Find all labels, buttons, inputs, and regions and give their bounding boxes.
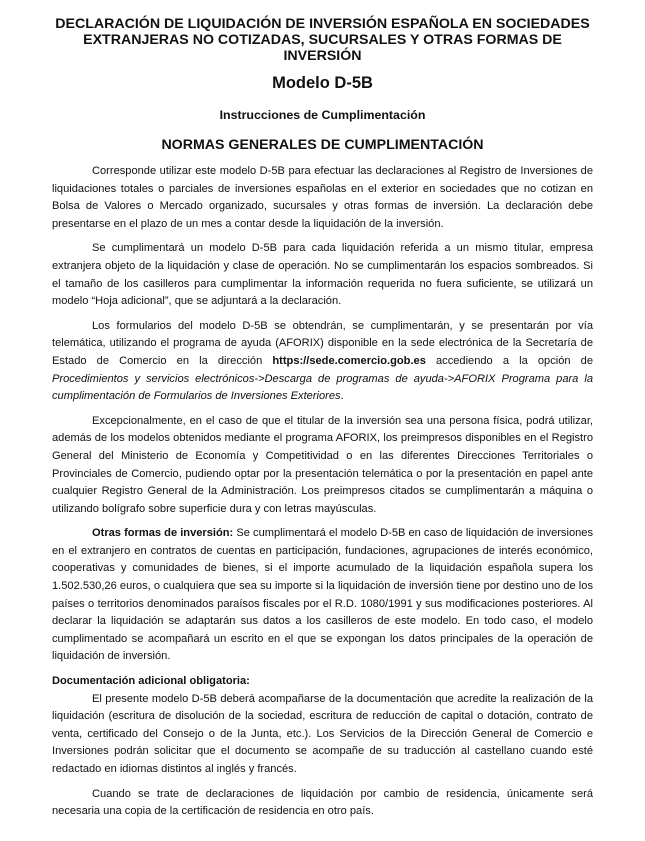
- paragraph-telematic: [52, 318, 593, 406]
- paragraph-purpose: Corresponde utilizar este modelo D-5B para efectuar las declaraciones al Registro de Inversiones de liquidaciones totales o parciales de inversiones españolas en el exterior en sociedades que no cotizan en Bolsa de Valores o Mercado organizado, sucursales y otras formas de inversión. La declaración debe presentarse en el plazo de un mes a contar desde la liquidación de la inversión.: [52, 165, 593, 230]
- sede-link[interactable]: https://sede.comercio.gob.es: [272, 354, 426, 367]
- aforix-path: Procedimientos y servicios electrónicos->Descarga de programas de ayuda->AFORIX Programa para la cumplimentación de Formularios de Inversiones Exteriores: [52, 372, 593, 403]
- paragraph-residence-change: Cuando se trate de declaraciones de liquidación por cambio de residencia, únicamente será necesaria una copia de la certificación de residencia en otro país.: [52, 787, 593, 818]
- instructions-subtitle: Instrucciones de Cumplimentación: [219, 108, 426, 122]
- paragraph-telematic-end: .: [340, 390, 344, 403]
- section-title: NORMAS GENERALES DE CUMPLIMENTACIÓN: [161, 137, 484, 153]
- paragraph-exceptionally: Excepcionalmente, en el caso de que el titular de la inversión sea una persona física, podrá utilizar, además de los modelos obtenidos mediante el programa AFORIX, los preimpresos disponibles en el Registro General del Ministerio de Economía y Competitividad o en las diferentes Direcciones Territoriales o Provinciales de Comercio, pudiendo optar por la presentación telemática o por la presentación en papel ante cualquier Registro General de la Administración. Los preimpresos citados se cumplimentarán a máquina o utilizando bolígrafo sobre superficie dura y con letras mayúsculas.: [52, 414, 593, 515]
- additional-docs-heading: Documentación adicional obligatoria:: [52, 675, 250, 688]
- paragraph-additional-docs: El presente modelo D-5B deberá acompañarse de la documentación que acredite la realización de la liquidación (escritura de disolución de la sociedad, escritura de reducción de capital o dotación, contrato de venta, certificado del Consejo o de la Junta, etc.). Los Servicios de la Dirección General de Comercio e Inversiones podrán solicitar que el documento se acompañe de su traducción al castellano cuando esté redactado en idiomas distintos al inglés y francés.: [52, 692, 593, 775]
- document-title: DECLARACIÓN DE LIQUIDACIÓN DE INVERSIÓN ESPAÑOLA EN SOCIEDADES EXTRANJERAS NO COTIZADAS, SUCURSALES Y OTRAS FORMAS DE INVERSIÓN: [55, 16, 590, 64]
- paragraph-telematic-text: Los formularios del modelo D-5B se obtendrán, se cumplimentarán, y se presentarán por vía telemática, utilizando el programa de ayuda (AFORIX) disponible en la sede electrónica de la Secretaría de Estado de Comercio en la dirección: [52, 319, 593, 367]
- paragraph-telematic-text-2: accediendo a la opción de: [425, 354, 593, 367]
- paragraph-one-per-liquidation: Se cumplimentará un modelo D-5B para cada liquidación referida a un mismo titular, empresa extranjera objeto de la liquidación y clase de operación. No se cumplimentarán los espacios sombreados. Si el tamaño de los casilleros para cumplimentar la información requerida no fuera suficiente, se utilizará un modelo “Hoja adicional”, que se adjuntará a la declaración.: [52, 242, 593, 308]
- model-title: Modelo D-5B: [272, 74, 373, 92]
- other-forms-heading: Otras formas de inversión:: [92, 527, 234, 540]
- other-forms-text: Se cumplimentará el modelo D-5B en caso de liquidación de inversiones en el extranjero en contratos de cuentas en participación, fundaciones, agrupaciones de interés económico, cooperativas y comunidades de bienes, si el importe acumulado de la liquidación española supera los 1.502.530,26 euros, o cualquiera que sea su importe si la liquidación de inversión tiene por destino uno de los países o territorios denominados paraísos fiscales por el R.D. 1080/1991 y sus modificaciones posteriores. Al declarar la liquidación se adaptarán sus datos a los casilleros de este modelo. En todo caso, el modelo cumplimentado se acompañará un escrito en el que se expongan los datos principales de la operación de liquidación de inversión.: [52, 527, 593, 663]
- paragraph-other-forms: [52, 525, 593, 666]
